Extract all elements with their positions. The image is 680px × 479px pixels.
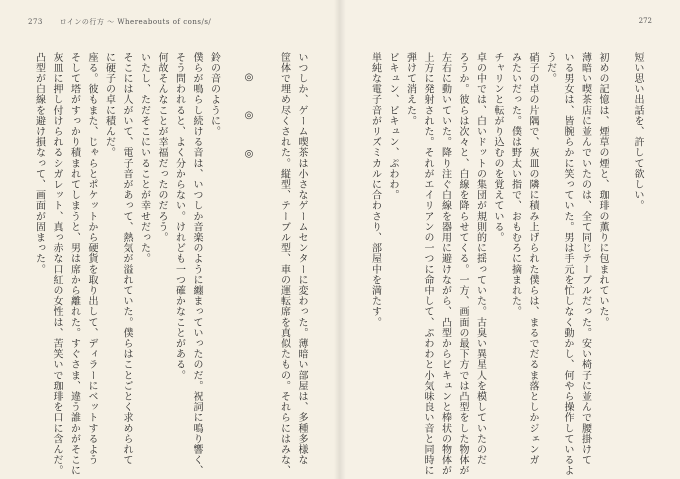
book-gutter — [334, 0, 346, 479]
right-page-number: 272 — [638, 17, 652, 25]
text-line: 鈴の音のように。 — [208, 52, 220, 137]
text-line: 単純な電子音がリズミカルに合わさり、部屋中を満たす。 — [369, 52, 381, 328]
text-line: 硝子の卓の片隅で、灰皿の隣に積み上げられた僕らは、まるでだるま落としかジェンガ — [527, 52, 538, 466]
text-line: 僕らが鳴らし続ける音は、いつしか音楽のように纏まっていったのだ。祝詞に鳴り響く、 — [191, 52, 202, 476]
text-line: 座る。彼もまた、じゃらとポケットから硬貨を取り出して、ディラーにベットするよう — [86, 52, 97, 466]
text-line: ビキュン、ビキュン、ぷわわ。 — [387, 52, 398, 201]
text-line: 弾けて消えた。 — [404, 52, 416, 127]
text-line: いたし、ただそこにいることが幸せだった。 — [138, 52, 150, 264]
text-line: そこには人がいて、電子音があって、熱気が溢れていた。僕らはことごとく求められて — [121, 52, 132, 466]
text-line: 何故そんなことが幸福だったのだろう。 — [156, 52, 167, 243]
text-line: 左右に動いていた。降り注ぐ白線を器用に避けながら、凸型からビキュンと棒状の物体が — [439, 52, 451, 476]
text-line: 筐体で埋め尽くされた。縦型、テーブル型、車の運転席を真似たもの。それらにはみな、 — [278, 52, 290, 476]
text-line: そう問われると、よく分からない。けれども一つ確かなことがある。 — [173, 52, 185, 381]
text-line: そして塔がすっかり積まれてしまうと、男は席から離れた。すぐさま、違う誰かがそこに — [68, 52, 80, 476]
left-page-body — [30, 52, 310, 476]
text-line: 卓の中では、白いドットの集団が規則的に揺っていた。古臭い異星人を模していたのだ — [474, 52, 486, 466]
blank-line — [611, 52, 629, 452]
text-line: 凸型が白線を避け損なって、画面が固まった。 — [33, 52, 45, 275]
running-head-title: ロインの行方 〜 Whereabouts of cons/s/ — [59, 18, 212, 26]
left-running-header — [28, 17, 211, 27]
blank-line — [258, 52, 276, 452]
text-line: 薄暗い喫茶店に並んでいたのは、全て同じテーブルだった。安い椅子に並んで腰掛けて — [579, 52, 591, 466]
text-line: いる男女は、皆腕らかに笑っていた。男は手元を忙しなく動かし、何やら操作しているよ — [562, 52, 573, 476]
text-line: 初めの記憶は、煙草の煙と、珈琲の薫りに包まれていた。 — [597, 52, 608, 328]
text-line: 灰皿に押し付けられるシガレット、真っ赤な口紅の女性は、苦笑いで珈琲を口に含んだ。 — [51, 52, 62, 476]
text-line: 上方に発射された。それがエイリアンの一つに命中して、ぷわわと小気味良い音と同時に — [422, 52, 433, 476]
section-separator: ◎ ◎ ◎ — [243, 72, 255, 172]
text-line: チャリンと転がり込むのを覚えている。 — [492, 52, 503, 243]
text-line: みたいだった。僕は野太い指で、おもむろに摘まれた。 — [509, 52, 521, 317]
left-page-number: 273 — [28, 18, 43, 26]
text-line: ろうか。彼らは次々と、白線を降らせてくる。一方、画面の最下方では凸型をした物体が — [457, 52, 468, 476]
blank-line — [223, 52, 241, 452]
right-page-body — [366, 52, 646, 476]
text-line: 短い思い出話を、許して欲しい。 — [632, 52, 643, 211]
right-page — [340, 0, 680, 479]
text-line: に硬子の卓に積んだ。 — [103, 52, 115, 158]
text-line: うだ。 — [544, 52, 556, 84]
text-line: いつしか、ゲーム喫茶は小さなゲームセンターに変わった。薄暗い部屋は、多種多様な — [296, 52, 307, 466]
